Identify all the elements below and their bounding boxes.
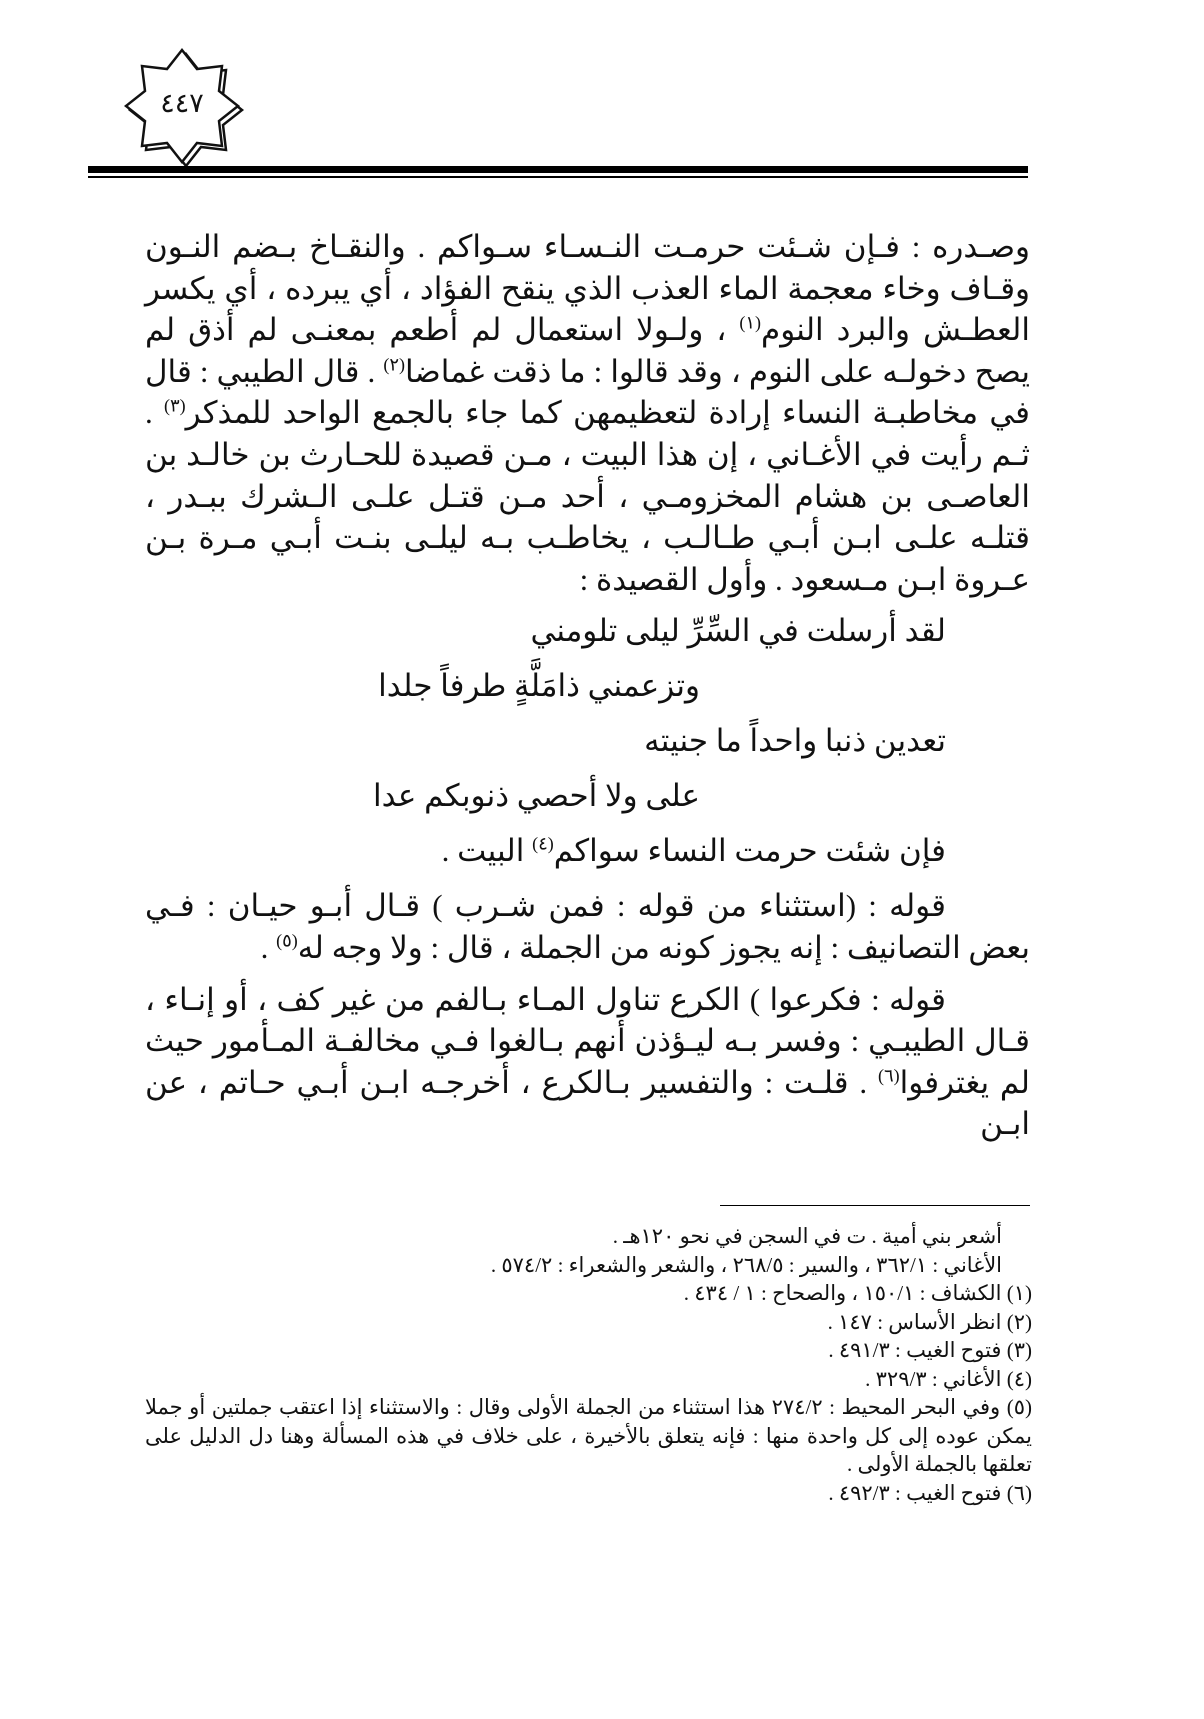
- footnote-continuation-2: الأغاني : ٣٦٢/١ ، والسير : ٢٦٨/٥ ، والشعر والشعراء : ٥٧٤/٢ .: [490, 1252, 1002, 1277]
- footnote-ref-5: (٥): [276, 930, 298, 951]
- footnote-ref-6: (٦): [877, 1065, 900, 1086]
- footnote-continuation-1: أشعر بني أمية . ت في السجن في نحو ١٢٠هـ .: [612, 1224, 1002, 1248]
- footnote-4: (٤) الأغاني : ٣٢٩/٣ .: [865, 1366, 1032, 1391]
- verse-line-3: تعدين ذنبا واحداً ما جنيته: [644, 723, 946, 759]
- verse-line-4: على ولا أحصي ذنوبكم عدا: [373, 778, 700, 814]
- footnotes: [145, 1222, 1032, 1507]
- footnote-ref-1: (١): [739, 312, 762, 333]
- verse-line-5: فإن شئت حرمت النساء سواكم$^{(٤)}$ البيت .: [441, 833, 946, 869]
- footnote-6: (٦) فتوح الغيب : ٤٩٢/٣ .: [828, 1480, 1032, 1505]
- header-rule-thick: [88, 166, 1028, 173]
- paragraph-2: قوله : (استثناء من قوله : فمن شـرب ) قـال أبـو حيـان : فـي بعض التصانيف : إنه يجوز كونه من الجملة ، قال : ولا وجه له$^{(٥)}$ .: [145, 888, 1030, 965]
- paragraph-1: وصـدره : فـإن شـئت حرمـت النـسـاء سـواكم . والنقـاخ بـضم النـون وقـاف وخاء معجمة الماء العذب الذي ينقح الفؤاد ، أي يبرده ، أي يكسر العطـش والبرد النوم$^{(١)}$ ، ولـولا استعمال لم أطعم بمعنـى لم أذق لم يصح دخولـه على النوم ، وقد قالوا : ما ذقت غماضا$^{(٢)}$ . قال الطيبي : قال في مخاطبـة النساء إرادة لتعظيمهن كما جاء بالجمع الواحد للمذكر$^{(٣)}$ . ثـم رأيت في الأغـاني ، إن هذا البيت ، مـن قصيدة للحـارث بن خالـد بن العاصـى بن هشام المخزومـي ، أحد مـن قتـل علـى الـشرك ببـدر ، قتلـه علـى ابـن أبـي طـالـب ، يخاطـب بـه ليلـى بنـت أبـي مـرة بـن عـروة ابـن مـسعود . وأول القصيدة :: [145, 229, 1030, 597]
- footnote-ref-4: (٤): [532, 834, 554, 855]
- paragraph-3: قوله : فكرعوا ) الكرع تناول المـاء بـالفم من غير كف ، أو إنـاء ، قـال الطيبـي : وفسر بـه ليـؤذن أنهم بـالغوا فـي مخالفـة المـأمور حيث لم يغترفوا$^{(٦)}$ . قلـت : والتفسير بـالكرع ، أخرجـه ابـن أبـي حـاتم ، عن ابـن: [145, 981, 1030, 1142]
- footnote-5: (٥) وفي البحر المحيط : ٢٧٤/٢ هذا استثناء من الجملة الأولى وقال : والاستثناء إذا اعتقب جملتين أو جملا يمكن عوده إلى كل واحدة منها : فإنه يتعلق بالأخيرة ، على خلاف في هذه المسألة وهنا دل الدليل على تعلقها بالجملة الأولى .: [145, 1395, 1032, 1476]
- footnote-2: (٢) انظر الأساس : ١٤٧ .: [827, 1309, 1032, 1334]
- footnote-ref-3: (٣): [163, 396, 186, 417]
- footnote-3: (٣) فتوح الغيب : ٤٩١/٣ .: [828, 1338, 1032, 1362]
- footnote-1: (١) الكشاف : ١٥٠/١ ، والصحاح : ١ / ٤٣٤ .: [683, 1281, 1032, 1305]
- header-rule-thin: [88, 176, 1028, 178]
- page-number: ٤٤٧: [160, 88, 204, 119]
- verse-line-1: لقد أرسلت في السِّرِّ ليلى تلومني: [530, 613, 946, 649]
- footnote-separator: [720, 1205, 1030, 1206]
- page-number-badge: [112, 36, 252, 176]
- main-text: [145, 226, 1030, 1145]
- verse-line-2: وتزعمني ذامَلَّةٍ طرفاً جلدا: [378, 668, 700, 704]
- footnote-ref-2: (٢): [383, 354, 405, 375]
